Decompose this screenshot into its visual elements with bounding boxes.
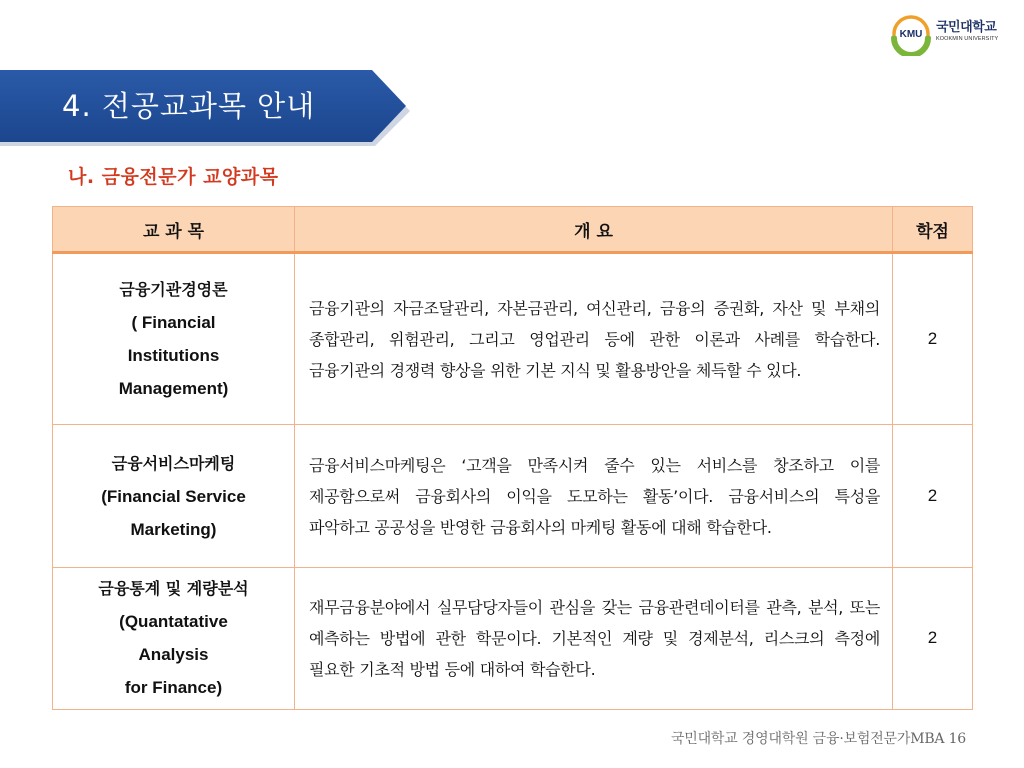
logo-name-ko: 국민대학교: [936, 20, 997, 35]
page-title: 4. 전공교과목 안내: [62, 89, 316, 123]
table-row: [53, 253, 973, 425]
course-description: 금융서비스마케팅은 ‘고객을 만족시켜 줄수 있는 서비스를 창조하고 이를 제공함으로써 금융회사의 이익을 도모하는 활동’이다. 금융서비스의 특성을 파악하고 공공성을 반영한 금융회사의 마케팅 활동에 대해 학습한다.: [295, 425, 893, 567]
course-name-en-line: for Finance): [124, 678, 223, 698]
course-name-en-line: Marketing): [130, 519, 217, 539]
course-description: 금융기관의 자금조달관리, 자본금관리, 여신관리, 금융의 증권화, 자산 및 부채의 종합관리, 위험관리, 그리고 영업관리 등에 관한 이론과 사례를 학습한다. 금융기관의 경쟁력 향상을 위한 기본 지식 및 활용방안을 체득할 수 있다.: [295, 253, 893, 425]
course-credit: 2: [893, 253, 973, 425]
course-name-en-line: Institutions: [127, 346, 220, 366]
header-course: 교 과 목: [53, 207, 295, 253]
header-credit: 학점: [893, 207, 973, 253]
university-logo: [888, 10, 1016, 56]
course-name-en-line: (Financial Service: [101, 486, 246, 506]
table-row: [53, 425, 973, 567]
course-name-ko: 금융서비스마케팅: [111, 453, 236, 473]
course-name-ko: 금융기관경영론: [119, 280, 228, 300]
kmu-emblem-icon: [888, 10, 934, 56]
course-name-en-line: ( Financial: [131, 313, 216, 333]
course-credit: 2: [893, 567, 973, 709]
course-description: 재무금융분야에서 실무담당자들이 관심을 갖는 금융관련데이터를 관측, 분석, 또는 예측하는 방법에 관한 학문이다. 기본적인 계량 및 경제분석, 리스크의 측정에 필요한 기초적 방법 등에 대하여 학습한다.: [295, 567, 893, 709]
logo-name-en: KOOKMIN UNIVERSITY: [936, 36, 999, 42]
course-name-cell: [53, 567, 295, 709]
course-name-cell: [53, 425, 295, 567]
course-name-en-line: Management): [118, 379, 229, 399]
table-header-row: [53, 207, 973, 253]
footer-text: 국민대학교 경영대학원 금융·보험전문가MBA 16: [670, 731, 966, 747]
header-overview: 개 요: [295, 207, 893, 253]
section-subtitle: 나. 금융전문가 교양과목: [68, 166, 279, 188]
table-row: [53, 567, 973, 709]
course-name-en-line: (Quantatative: [119, 612, 228, 632]
course-credit: 2: [893, 425, 973, 567]
course-table: [52, 206, 973, 710]
course-name-ko: 금융통계 및 계량분석: [98, 579, 249, 599]
course-name-en-line: Analysis: [138, 645, 209, 665]
course-name-cell: [53, 253, 295, 425]
logo-wordmark: [936, 20, 998, 43]
emblem-text: KMU: [899, 29, 923, 40]
